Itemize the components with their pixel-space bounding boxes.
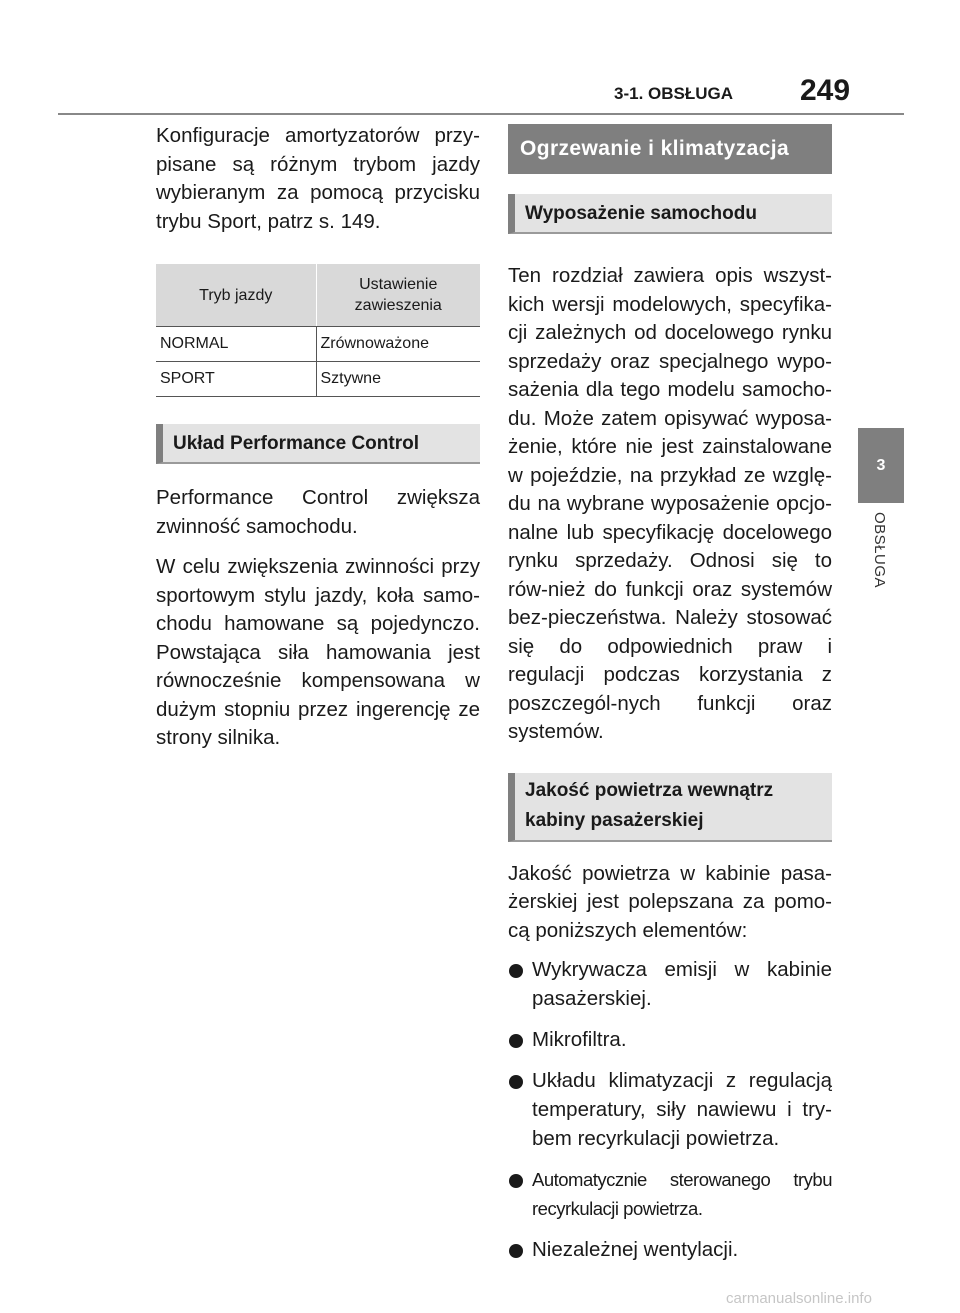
table-header-mode: Tryb jazdy: [156, 264, 316, 327]
table-row: [156, 327, 480, 362]
bullet-icon: [509, 964, 523, 978]
table-cell: Sztywne: [316, 362, 480, 397]
bullet-icon: [509, 1075, 523, 1089]
running-header-section: 3-1. OBSŁUGA: [614, 84, 734, 103]
list-item: Mikrofiltra.: [508, 1025, 832, 1054]
table-cell: SPORT: [156, 362, 316, 397]
air-quality-intro: Jakość powietrza w kabinie pasa-żerskiej jest polepszana za pomo-cą poniższych elementów:: [508, 861, 832, 942]
right-column: [508, 122, 832, 1276]
table-header-row: [156, 264, 480, 327]
table-cell: NORMAL: [156, 327, 316, 362]
list-item: Układu klimatyzacji z regulacją temperatury, siły nawiewu i try-bem recyrkulacji powietrza.: [508, 1066, 832, 1153]
bullet-icon: [509, 1034, 523, 1048]
suspension-table: [156, 263, 480, 397]
left-column: [156, 122, 480, 753]
performance-paragraph-1: Performance Control zwiększa zwinność samochodu.: [156, 486, 480, 538]
equipment-paragraph: Ten rozdział zawiera opis wszyst-kich wersji modelowych, specyfika-cji zależnych od docelowego rynku sprzedaży oraz specjalnego wypo-sażenia dla tego modelu samocho-du. Może zatem opisywać wyposa-żenie, które nie jest zainstalowane w pojeździe, na przykład ze wzglę-du na wybrane wyposażenie opcjo-nalne lub specyfikację docelowego rynku sprzedaży. Odnosi się to rów-nież do funkcji oraz systemów bez-pieczeństwa. Należy stosować się do odpowiednich praw i regulacji podczas korzystania z poszczegól-nych funkcji oraz systemów.: [508, 264, 832, 743]
table-cell: Zrównoważone: [316, 327, 480, 362]
list-item: Niezależnej wentylacji.: [508, 1235, 832, 1264]
air-quality-list: [508, 955, 832, 1264]
watermark: carmanualsonline.info: [726, 1290, 872, 1307]
header-rule: [58, 113, 904, 115]
table-row: [156, 362, 480, 397]
bullet-icon: [509, 1244, 523, 1258]
air-quality-heading: Jakość powietrza wewnątrz kabiny pasażerskiej: [508, 773, 832, 842]
chapter-tab-label: OBSŁUGA: [871, 512, 888, 589]
table-header-setting: Ustawienie zawieszenia: [316, 264, 480, 327]
equipment-heading: Wyposażenie samochodu: [508, 194, 832, 234]
chapter-tab[interactable]: 3: [858, 428, 904, 503]
intro-paragraph: Konfiguracje amortyzatorów przy-pisane są różnym trybom jazdy wybieranym za pomocą przycisku trybu Sport, patrz s. 149.: [156, 124, 480, 233]
page-number: 249: [800, 74, 851, 107]
performance-control-heading: Układ Performance Control: [156, 424, 480, 464]
performance-paragraph-2: W celu zwiększenia zwinności przy sportowym stylu jazdy, koła samo-chodu hamowane są pojedynczo. Powstająca siła hamowania jest równocześnie kompensowana w dużym stopniu przez ingerencję ze strony silnika.: [156, 555, 480, 749]
list-item: Wykrywacza emisji w kabinie pasażerskiej.: [508, 955, 832, 1013]
bullet-icon: [509, 1174, 523, 1188]
heating-ac-heading: Ogrzewanie i klimatyzacja: [508, 124, 832, 174]
list-item: Automatycznie sterowanego trybu recyrkulacji powietrza.: [508, 1165, 832, 1223]
